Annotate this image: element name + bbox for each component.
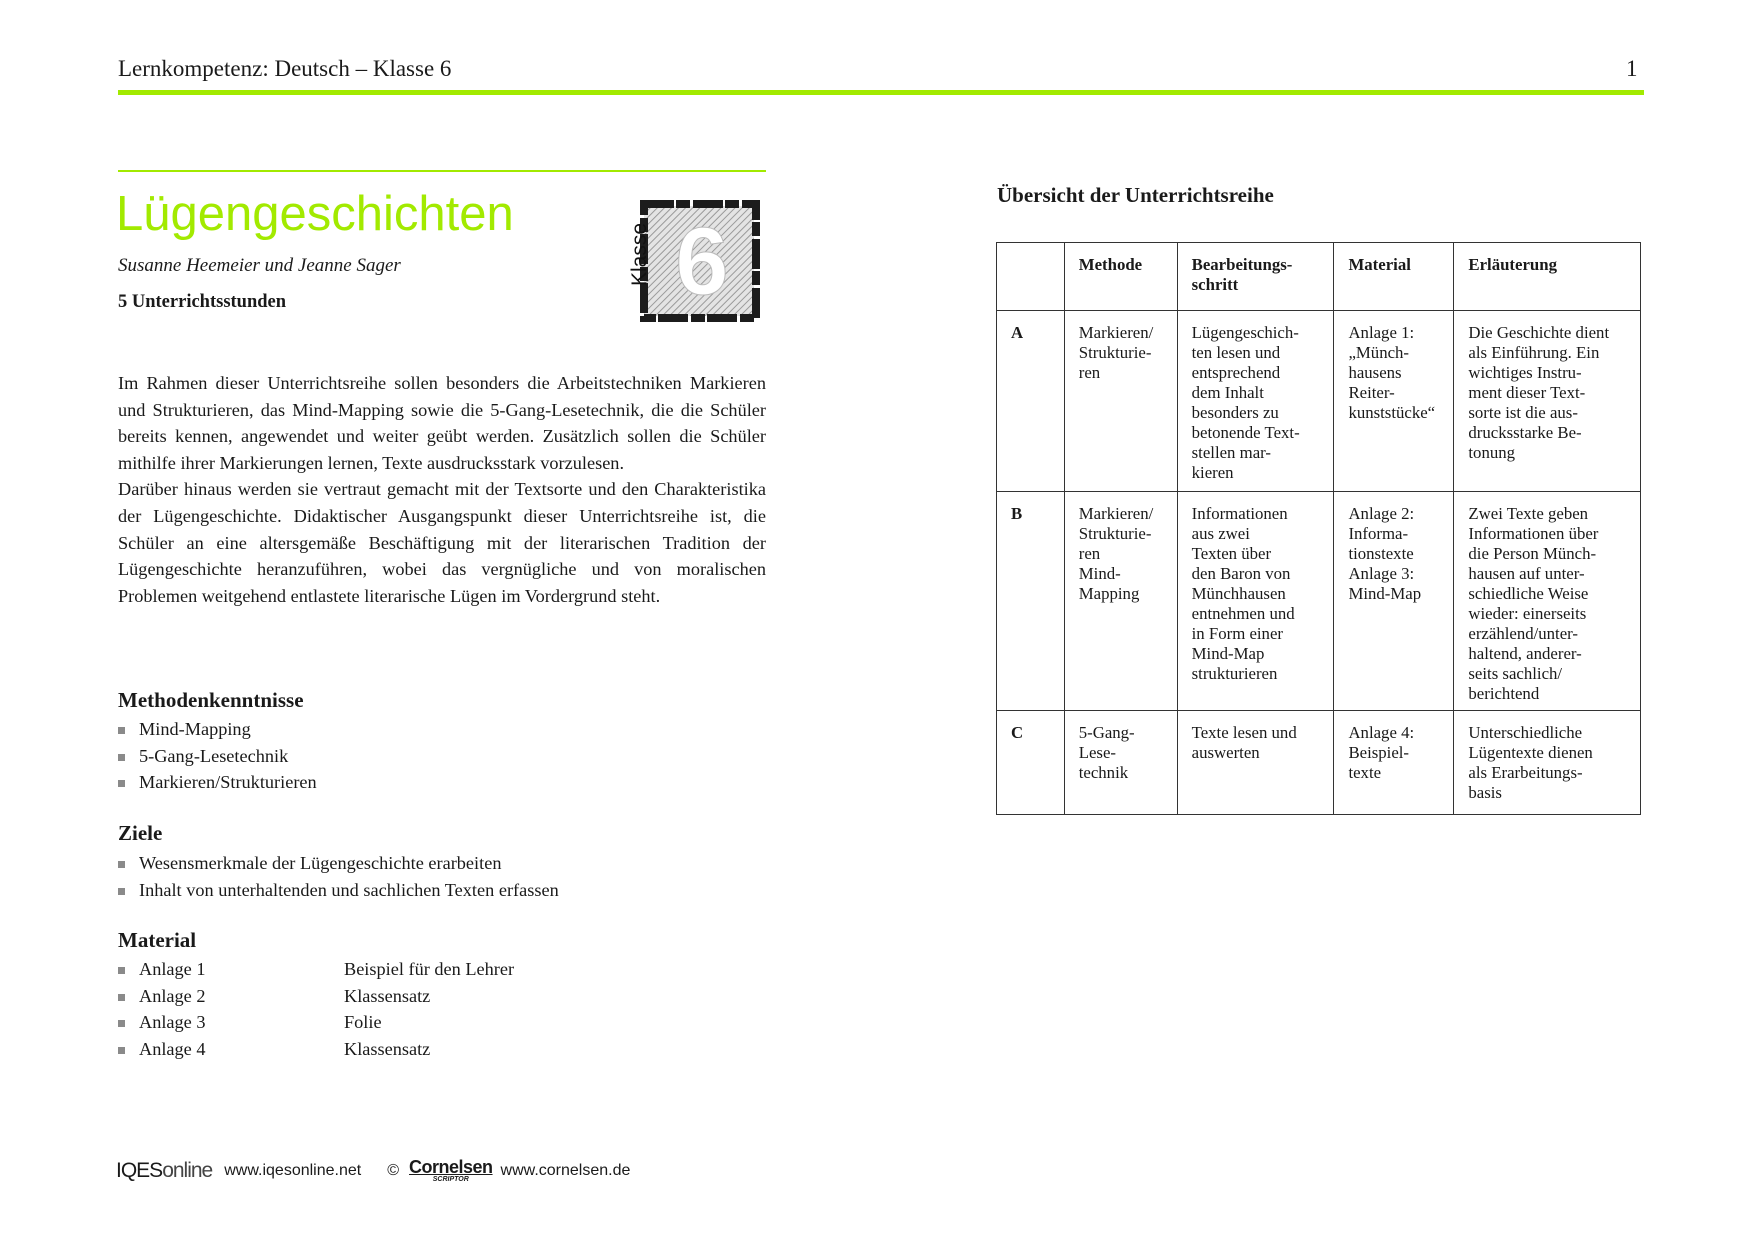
table-cell: Informationen aus zwei Texten über den Baron von Münchhausen entnehmen und in Form einer Mind-Map strukturieren xyxy=(1177,492,1334,711)
material-name: Anlage 2 xyxy=(139,985,206,1006)
table-cell: Anlage 2: Informa- tionstexte Anlage 3: Mind-Map xyxy=(1334,492,1454,711)
material-name: Anlage 4 xyxy=(139,1038,206,1059)
page-number: 1 xyxy=(1626,56,1638,81)
material-heading: Material xyxy=(118,928,197,952)
list-item: Mind-Mapping xyxy=(118,716,317,743)
table-row xyxy=(997,492,1641,711)
goals-heading: Ziele xyxy=(118,821,163,845)
authors: Susanne Heemeier und Jeanne Sager xyxy=(118,255,401,276)
cornelsen-logo: Cornelsen SCRIPTOR xyxy=(409,1157,493,1183)
table-cell: Lügengeschich- ten lesen und entsprechend dem Inhalt besonders zu betonende Text- stellen mar- kieren xyxy=(1177,311,1334,492)
title-divider xyxy=(118,170,766,172)
row-label: B xyxy=(997,492,1065,711)
goals-list xyxy=(118,850,559,903)
lesson-count: 5 Unterrichtsstunden xyxy=(118,292,287,312)
list-item: Wesensmerkmale der Lügengeschichte erarbeiten xyxy=(118,850,559,877)
list-item: Inhalt von unterhaltenden und sachlichen Texten erfassen xyxy=(118,877,559,904)
header-divider xyxy=(118,90,1644,95)
material-use: Klassensatz xyxy=(344,985,431,1006)
methods-list xyxy=(118,716,317,796)
table-cell: Die Geschichte dient als Einführung. Ein wichtiges Instru- ment dieser Text- sorte ist die aus- drucksstarke Be- tonung xyxy=(1454,311,1641,492)
material-item xyxy=(118,1036,718,1063)
table-cell: Anlage 4: Beispiel- texte xyxy=(1334,711,1454,815)
column-header: Erläuterung xyxy=(1454,243,1641,311)
intro-paragraph: Darüber hinaus werden sie vertraut gemacht mit der Textsorte und den Charakteristika der Lügengeschichte. Didaktischer Ausgangspunkt dieser Unterrichtsreihe ist, die Schüler an eine altersgemäße Beschäftigung mit der literarischen Tradition der Lügengeschichte heranzuführen, wobei das vergnügliche und von moralischen Problemen weitgehend entlastete literarische Lügen im Vordergrund steht. xyxy=(118,479,766,606)
overview-table xyxy=(996,242,1641,815)
badge-number: 6 xyxy=(675,208,729,315)
table-cell: Markieren/ Strukturie- ren Mind- Mapping xyxy=(1064,492,1177,711)
intro-text xyxy=(118,370,766,609)
table-row xyxy=(997,711,1641,815)
material-item xyxy=(118,983,718,1010)
overview-title: Übersicht der Unterrichtsreihe xyxy=(997,183,1274,207)
list-item: Markieren/Strukturieren xyxy=(118,769,317,796)
grade-badge xyxy=(630,192,764,328)
material-name: Anlage 3 xyxy=(139,1012,206,1033)
cornelsen-url[interactable]: www.cornelsen.de xyxy=(500,1161,631,1179)
row-label: A xyxy=(997,311,1065,492)
footer xyxy=(116,1158,630,1183)
table-header-row xyxy=(997,243,1641,311)
copyright-symbol: © xyxy=(387,1161,400,1179)
table-cell: Unterschiedliche Lügentexte dienen als Erarbeitungs- basis xyxy=(1454,711,1641,815)
table-cell: 5-Gang- Lese- technik xyxy=(1064,711,1177,815)
table-cell: Texte lesen und auswerten xyxy=(1177,711,1334,815)
column-header: Methode xyxy=(1064,243,1177,311)
iqes-url[interactable]: www.iqesonline.net xyxy=(224,1161,362,1179)
running-header-title: Lernkompetenz: Deutsch – Klasse 6 xyxy=(118,56,452,81)
material-name: Anlage 1 xyxy=(139,959,206,979)
list-item: 5-Gang-Lesetechnik xyxy=(118,743,317,770)
material-use: Beispiel für den Lehrer xyxy=(344,959,515,979)
table-cell: Anlage 1: „Münch- hausens Reiter- kunststücke“ xyxy=(1334,311,1454,492)
material-list xyxy=(118,956,718,1062)
iqes-logo: IQESonline xyxy=(116,1158,213,1182)
intro-paragraph: Im Rahmen dieser Unterrichtsreihe sollen besonders die Arbeitstechniken Markieren und Strukturieren, das Mind-Mapping sowie die 5-Gang-Lesetechnik, die die Schüler bereits kennen, angewendet und weiter geübt werden. Zusätzlich sollen die Schüler mithilfe ihrer Markierungen lernen, Texte ausdrucksstark vorzulesen. xyxy=(118,373,766,473)
column-header: Material xyxy=(1334,243,1454,311)
material-item xyxy=(118,1009,718,1036)
unit-title: Lügengeschichten xyxy=(116,187,514,241)
material-use: Folie xyxy=(344,1012,382,1033)
material-item xyxy=(118,956,718,983)
methods-heading: Methodenkenntnisse xyxy=(118,688,304,712)
table-row xyxy=(997,311,1641,492)
column-header xyxy=(997,243,1065,311)
row-label: C xyxy=(997,711,1065,815)
material-use: Klassensatz xyxy=(344,1038,431,1059)
table-cell: Markieren/ Strukturie- ren xyxy=(1064,311,1177,492)
column-header: Bearbeitungs- schritt xyxy=(1177,243,1334,311)
badge-label: Klasse xyxy=(630,222,651,286)
table-cell: Zwei Texte geben Informationen über die Person Münch- hausen auf unter- schiedliche Weise wieder: einerseits erzählend/unter- haltend, anderer- seits sachlich/ berichtend xyxy=(1454,492,1641,711)
